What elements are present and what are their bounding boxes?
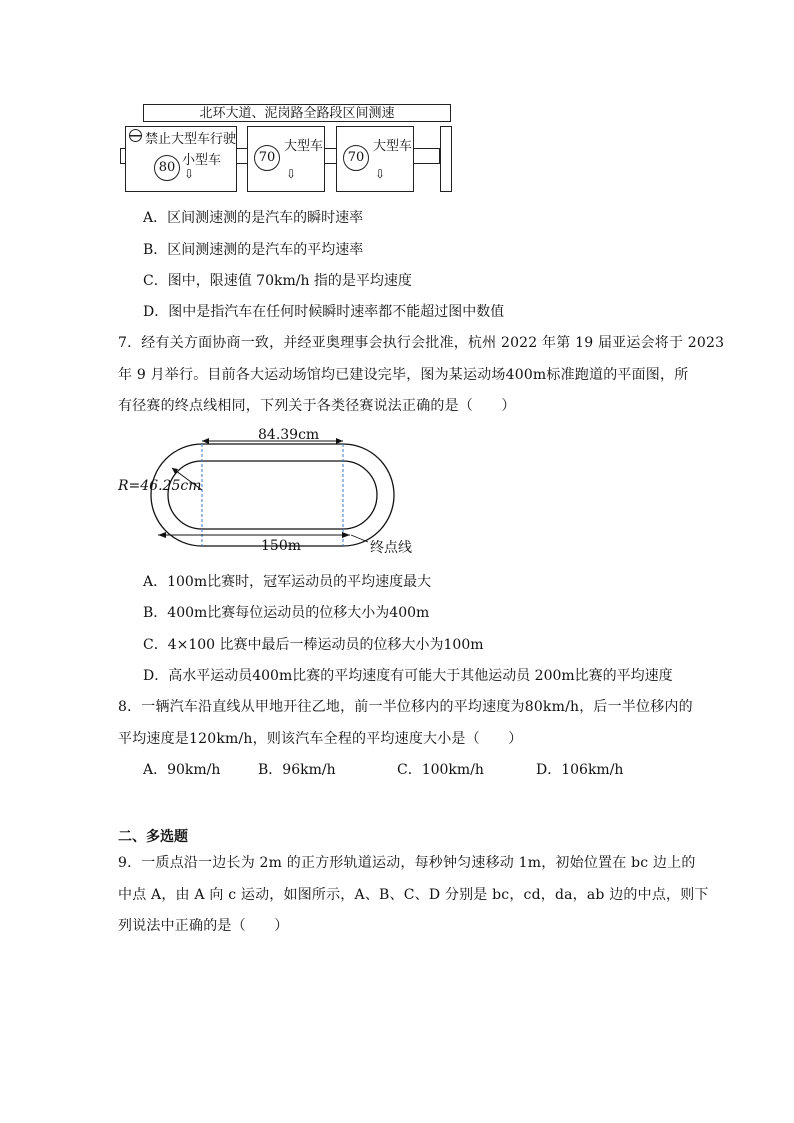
track-bottom-length-label: 150m (261, 538, 301, 554)
section-heading: 二、多选题 (118, 829, 188, 845)
q7-option-b: B．400m比赛每位运动员的位移大小为400m (143, 605, 430, 621)
down-arrow-icon: ⇩ (184, 167, 195, 181)
sign-panel-large-car (336, 126, 414, 192)
sign-title: 北环大道、泥岗路全路段区间测速 (143, 104, 451, 122)
q9-stem-line-2: 中点 A，由 A 向 c 运动，如图所示，A、B、C、D 分别是 bc，cd，da，ab 边的中点，则下 (118, 887, 709, 903)
q6-option-d: D．图中是指汽车在任何时候瞬时速率都不能超过图中数值 (143, 304, 505, 320)
sign-connector (412, 148, 440, 164)
sign-panel1-text: 禁止大型车行驶 (145, 132, 237, 147)
down-arrow-icon: ⇩ (375, 167, 386, 181)
q8-option-d: D．106km/h (536, 762, 624, 778)
q9-stem-line-1: 9．一质点沿一边长为 2m 的正方形轨道运动，每秒钟匀速移动 1m，初始位置在 bc 边上的 (118, 855, 696, 871)
speed-limit-value: 70 (258, 150, 276, 165)
finish-line-label: 终点线 (370, 540, 412, 556)
speed-limit-value: 80 (158, 160, 176, 175)
vehicle-type-label: 大型车 (373, 139, 413, 154)
q7-option-c: C．4×100 比赛中最后一棒运动员的位移大小为100m (143, 637, 484, 653)
track-top-length-label: 84.39cm (258, 427, 320, 443)
q7-option-d: D．高水平运动员400m比赛的平均速度有可能大于其他运动员 200m比赛的平均速度 (143, 668, 673, 684)
q7-stem-line-1: 7．经有关方面协商一致，并经亚奥理事会执行会批准，杭州 2022 年第 19 届亚运会将于 2023 (118, 335, 725, 351)
speed-limit-circle (254, 145, 280, 171)
sign-panel-small-car (125, 126, 237, 192)
no-truck-icon (129, 129, 142, 142)
q7-option-a: A．100m比赛时，冠军运动员的平均速度最大 (143, 574, 432, 590)
speed-limit-circle (154, 155, 180, 181)
q8-option-b: B．96km/h (258, 762, 336, 778)
q7-stem-line-2: 年 9 月举行。目前各大运动场馆均已建设完毕，图为某运动场400m标准跑道的平面图，所 (118, 367, 689, 383)
q8-stem-line-1: 8．一辆汽车沿直线从甲地开往乙地，前一半位移内的平均速度为80km/h，后一半位移内的 (118, 699, 693, 715)
track-radius-label: R=46.25cm (118, 478, 202, 494)
vehicle-type-label: 大型车 (284, 139, 324, 154)
sign-post (440, 126, 452, 192)
q8-option-c: C．100km/h (397, 762, 484, 778)
speed-limit-value: 70 (347, 150, 365, 165)
q6-option-a: A．区间测速测的是汽车的瞬时速率 (143, 210, 364, 226)
q6-option-b: B．区间测速测的是汽车的平均速率 (143, 242, 364, 258)
q6-option-c: C．图中，限速值 70km/h 指的是平均速度 (143, 273, 412, 289)
q9-stem-line-3: 列说法中正确的是（ ） (118, 918, 289, 934)
vehicle-type-label: 小型车 (182, 153, 222, 168)
speed-limit-circle (343, 145, 369, 171)
down-arrow-icon: ⇩ (286, 167, 297, 181)
q8-stem-line-2: 平均速度是120km/h，则该汽车全程的平均速度大小是（ ） (118, 731, 523, 747)
q7-stem-line-3: 有径赛的终点线相同，下列关于各类径赛说法正确的是（ ） (118, 398, 516, 414)
sign-panel-large-car (247, 126, 325, 192)
q8-option-a: A．90km/h (143, 762, 221, 778)
